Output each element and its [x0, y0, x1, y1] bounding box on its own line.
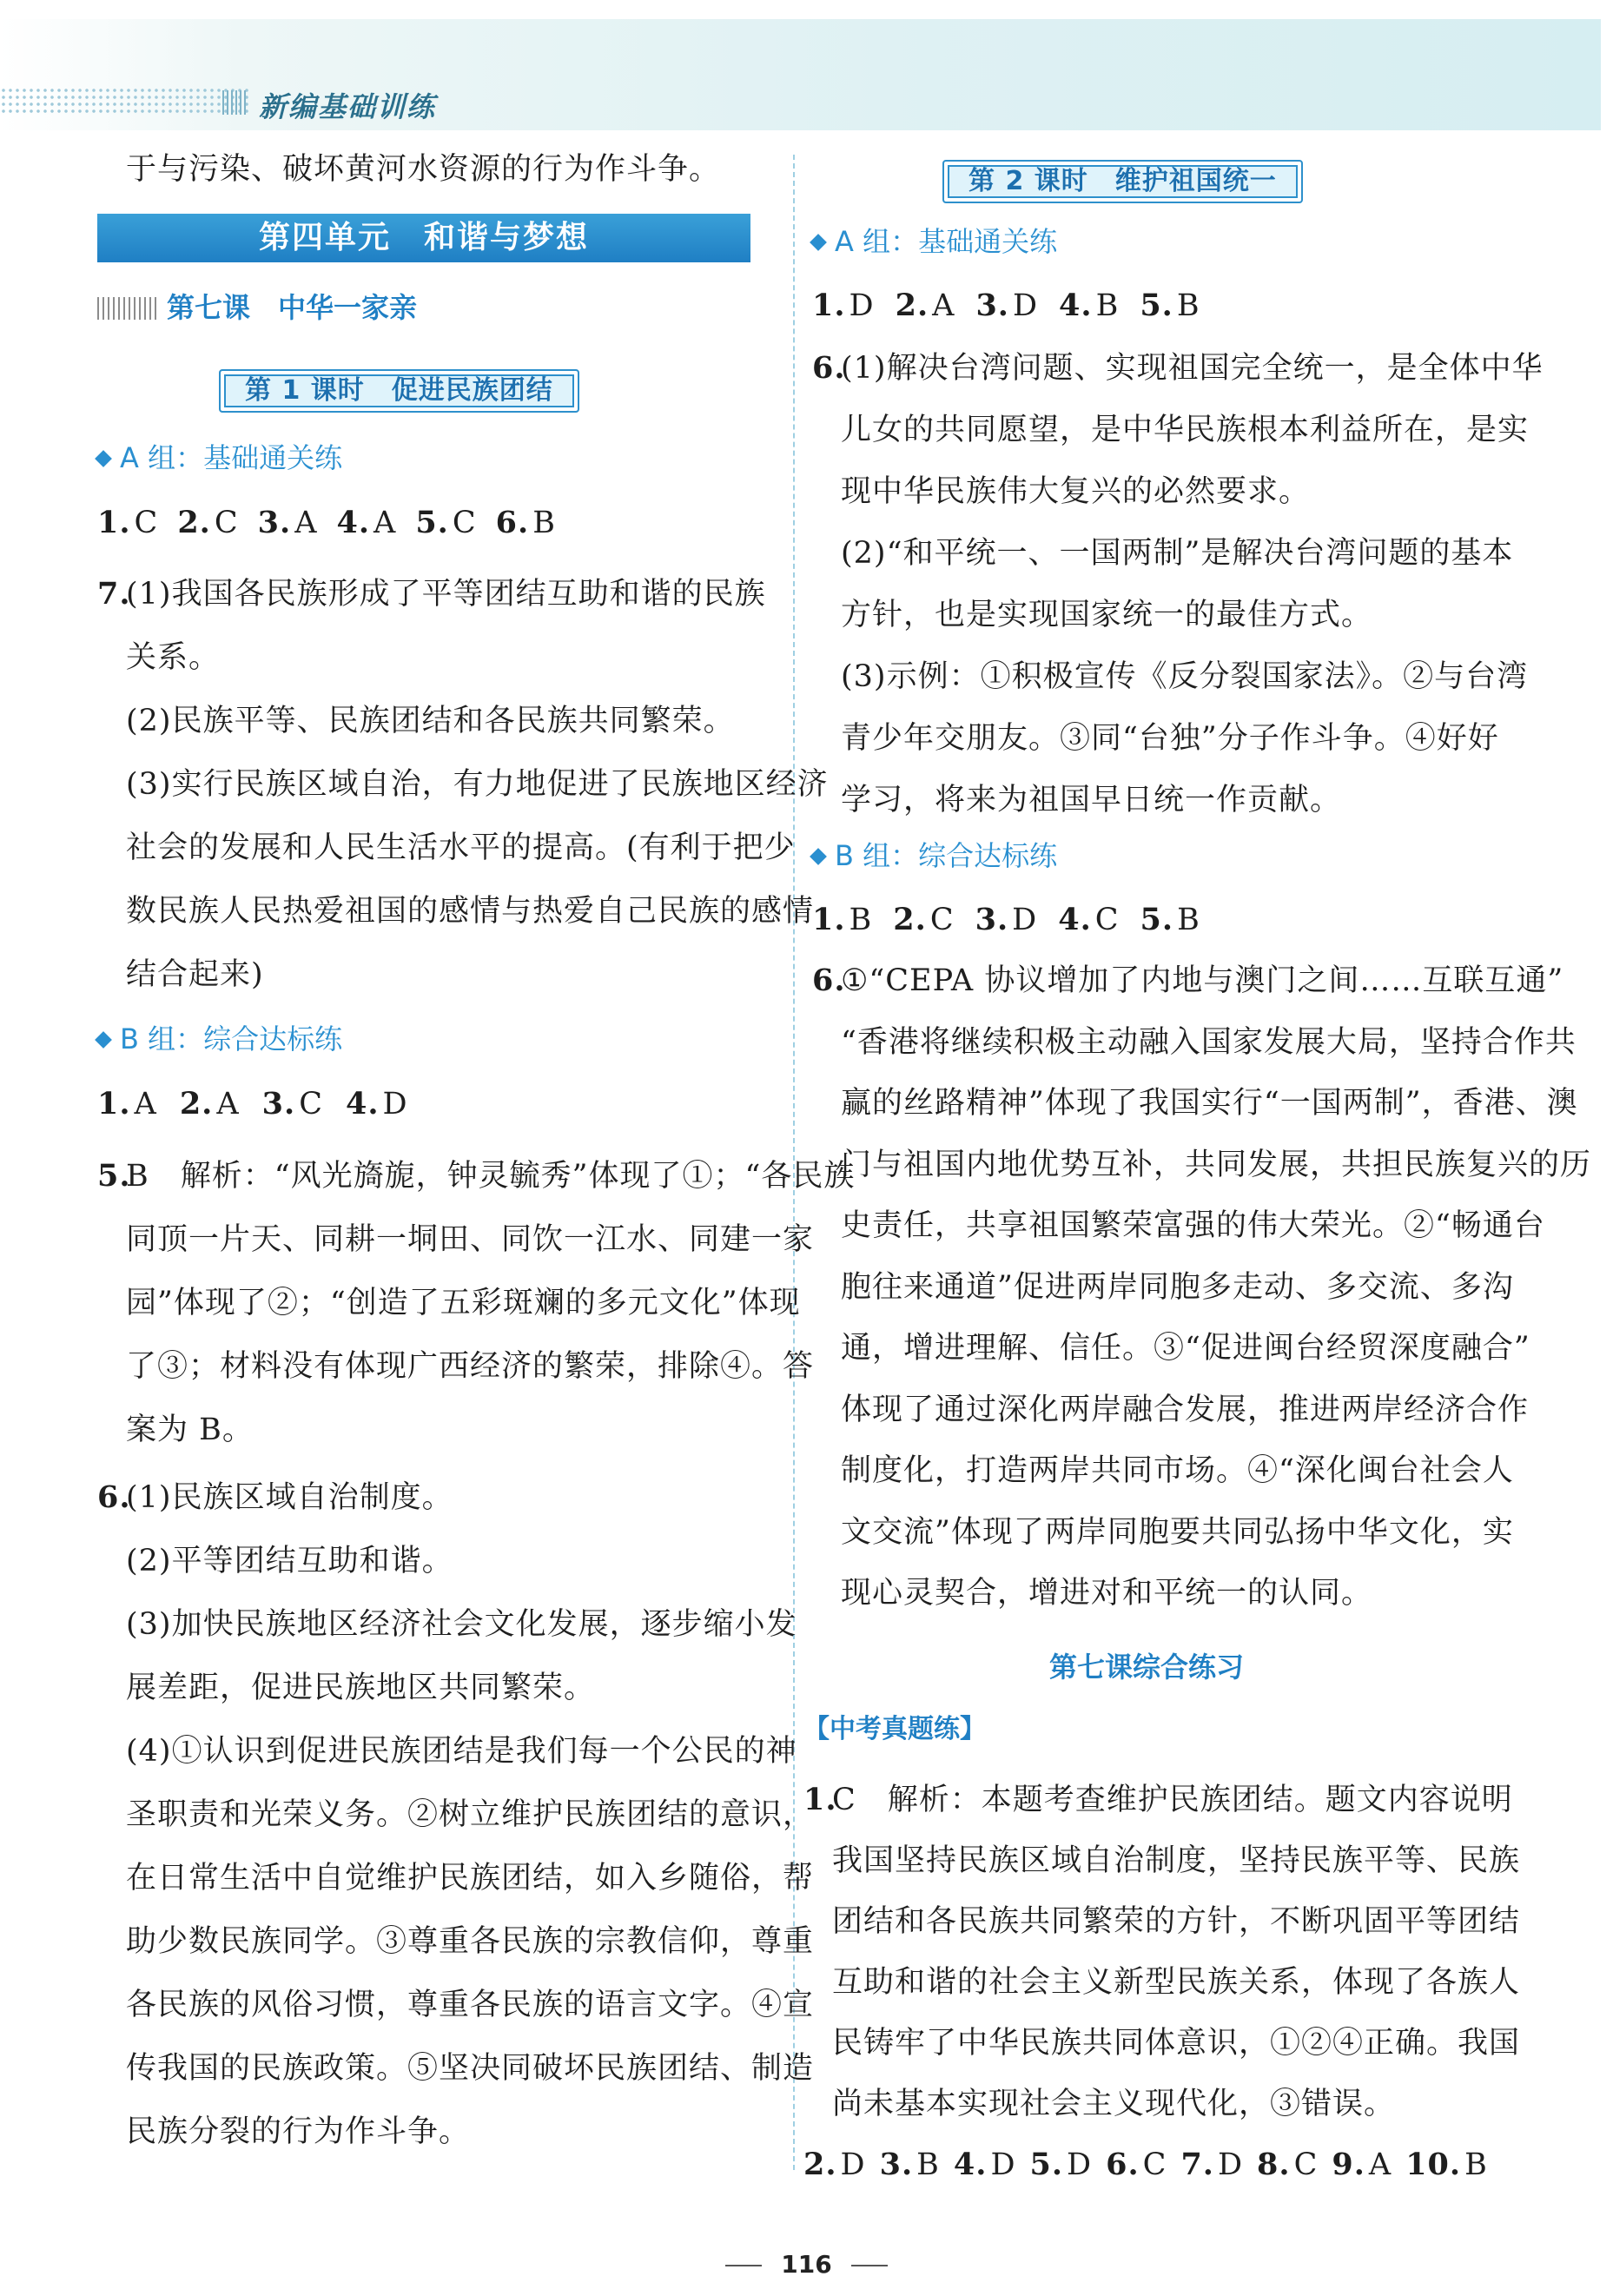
question-number: 5. [1140, 902, 1174, 937]
answer-text-line: 现中华民族伟大复兴的必然要求。 [841, 474, 1311, 509]
answer-text-line: 制度化，打造两岸共同市场。④“深化闽台社会人 [841, 1453, 1514, 1488]
answer-letter: C [1142, 2147, 1167, 2182]
answer-letter: D [840, 2147, 866, 2182]
group-b-heading [97, 1021, 342, 1057]
answer-letter: D [382, 1087, 408, 1122]
answer-text-line: 团结和各民族共同繁荣的方针，不断巩固平等团结 [832, 1904, 1521, 1939]
mc-answer [1030, 2147, 1093, 2182]
answer-letter: D [849, 288, 875, 323]
group-a-heading [97, 440, 342, 476]
answer-text-line: 现心灵契合，增进对和平统一的认同。 [841, 1576, 1373, 1611]
question-number: 2. [177, 505, 211, 540]
question-number: 1. [97, 505, 131, 540]
question-number: 6. [1106, 2147, 1140, 2182]
period-title-box: 第 1 课时 促进民族团结 [219, 369, 579, 413]
answer-letter: A [1368, 2147, 1392, 2182]
period-title-box: 第 2 课时 维护祖国统一 [942, 160, 1303, 203]
mc-answer [1332, 2147, 1392, 2182]
answer-text-line: 体现了通过深化两岸融合发展，推进两岸经济合作 [841, 1392, 1530, 1427]
answer-letter: D [990, 2147, 1016, 2182]
answer-text-line: 社会的发展和人民生活水平的提高。(有利于把少 [126, 830, 796, 865]
mc-answer [97, 506, 158, 540]
mc-answer [1106, 2147, 1167, 2182]
answer-letter: C [1293, 2147, 1319, 2182]
mc-answer [1180, 2147, 1243, 2182]
header-dot-pattern [0, 87, 252, 113]
answer-letter: C [1094, 903, 1120, 937]
mc-answer [1140, 903, 1200, 937]
question-number: 6. [97, 1479, 131, 1515]
lesson-bars-icon [97, 297, 156, 320]
question-number: 2. [893, 902, 927, 937]
answer-letter: B [1176, 288, 1200, 323]
answer-letter: C [299, 1087, 323, 1122]
question-number: 2. [803, 2147, 837, 2182]
answer-letter: C [452, 506, 477, 540]
mc-answer [97, 1087, 157, 1122]
mc-answer [1405, 2147, 1488, 2182]
question-number: 1. [812, 902, 846, 937]
diamond-bullet-icon [810, 848, 827, 865]
question-number: 6. [495, 505, 530, 540]
answer-text-line: 通，增进理解、信任。③“促进闽台经贸深度融合” [841, 1331, 1530, 1366]
answer-text-line: (2)平等团结互助和谐。 [126, 1544, 453, 1578]
diamond-bullet-icon [95, 450, 112, 467]
question-number: 2. [179, 1086, 214, 1122]
mc-answer [336, 506, 396, 540]
question-number: 7. [97, 576, 131, 612]
question-number: 4. [345, 1086, 380, 1122]
answer-text-line: (3)加快民族地区经济社会文化发展，逐步缩小发 [126, 1607, 797, 1642]
answer-text-line: 民铸牢了中华民族共同体意识，①②④正确。我国 [832, 2026, 1521, 2061]
answer-letter: B [849, 903, 873, 937]
answer-text-line: 赢的丝路精神”体现了我国实行“一国两制”，香港、澳 [841, 1086, 1578, 1121]
answer-text-line: 结合起来) [126, 957, 264, 992]
group-a-heading-text: A 组：基础通关练 [120, 441, 343, 474]
answer-letter: C [929, 903, 955, 937]
answer-text-line: 门与祖国内地优势互补，共同发展，共担民族复兴的历 [841, 1147, 1592, 1182]
footer-dash [725, 2265, 762, 2266]
answer-letter: B [532, 506, 556, 540]
answer-letter: A [216, 1087, 240, 1122]
question-number: 5. [97, 1158, 131, 1194]
mc-answer [975, 288, 1038, 323]
question-number: 8. [1257, 2147, 1291, 2182]
diamond-bullet-icon [95, 1031, 112, 1049]
answer-text-line: (2)“和平统一、一国两制”是解决台湾问题的基本 [841, 536, 1514, 571]
answer-text-line: (2)民族平等、民族团结和各民族共同繁荣。 [126, 704, 735, 738]
answer-text-line: C 解析：本题考查维护民族团结。题文内容说明 [832, 1783, 1513, 1817]
answer-letter: B [916, 2147, 940, 2182]
page-footer [0, 2250, 1613, 2279]
answer-text-line: 在日常生活中自觉维护民族团结，如入乡随俗，帮 [126, 1861, 815, 1896]
mc-answer [1059, 288, 1119, 323]
mc-answer [1058, 903, 1119, 937]
group-a-heading [812, 223, 1057, 260]
answer-text-line: 传我国的民族政策。⑤坚决同破坏民族团结、制造 [126, 2051, 815, 2086]
book-series-title: 新编基础训练 [259, 90, 437, 123]
answer-text-line: (1)解决台湾问题、实现祖国完全统一，是全体中华 [841, 351, 1544, 386]
question-number: 5. [415, 505, 449, 540]
mc-answer [262, 1087, 323, 1122]
answer-text-line: 互助和谐的社会主义新型民族关系，体现了各族人 [832, 1965, 1521, 2000]
answer-text-line: (1)民族区域自治制度。 [126, 1480, 453, 1515]
answer-text-line: 儿女的共同愿望，是中华民族根本利益所在，是实 [841, 413, 1530, 447]
mc-answer [1257, 2147, 1318, 2182]
answer-letter: B [1177, 903, 1200, 937]
answer-text-line: 了③；材料没有体现广西经济的繁荣，排除④。答 [126, 1349, 815, 1384]
question-number: 6. [812, 350, 846, 386]
answer-letter: A [932, 288, 955, 323]
answer-text-line: 青少年交朋友。③同“台独”分子作斗争。④好好 [841, 721, 1499, 756]
question-number: 7. [1180, 2147, 1214, 2182]
answer-letter: A [134, 1087, 157, 1122]
mc-answer [496, 506, 556, 540]
answer-text-line: 文交流”体现了两岸同胞要共同弘扬中华文化，实 [841, 1514, 1514, 1550]
answer-text-line: 胞往来通道”促进两岸同胞多走动、多交流、多沟 [841, 1269, 1514, 1305]
answer-text-line: 方针，也是实现国家统一的最佳方式。 [841, 598, 1373, 632]
continued-text-line: 于与污染、破坏黄河水资源的行为作斗争。 [126, 152, 721, 187]
footer-dash [851, 2265, 888, 2266]
answer-letter: B [1095, 288, 1120, 323]
question-number: 3. [879, 2147, 914, 2182]
question-number: 3. [257, 505, 292, 540]
answer-letter: D [1012, 903, 1038, 937]
header-bar-pattern [222, 90, 247, 115]
mc-answer [258, 506, 318, 540]
mc-answer [177, 506, 238, 540]
question-number: 2. [895, 288, 929, 323]
answer-text-line: 关系。 [126, 640, 221, 675]
answer-text-line: 尚未基本实现社会主义现代化，③错误。 [832, 2087, 1396, 2121]
mc-answer [180, 1087, 240, 1122]
answer-letter: D [1012, 288, 1039, 323]
answer-letter: B [1464, 2147, 1488, 2182]
answer-letter: D [1217, 2147, 1244, 2182]
diamond-bullet-icon [810, 234, 827, 251]
page-number: 116 [781, 2250, 832, 2279]
mc-answer [346, 1087, 408, 1122]
mc-answer-row [812, 288, 1221, 324]
lesson-title [97, 288, 417, 327]
question-number: 1. [97, 1086, 131, 1122]
answer-text-line: 数民族人民热爱祖国的感情与热爱自己民族的感情 [126, 894, 815, 929]
question-number: 5. [1029, 2147, 1064, 2182]
question-number: 3. [975, 902, 1009, 937]
mc-answer-row [803, 2147, 1502, 2183]
answer-letter: C [214, 506, 239, 540]
mc-answer-row [812, 902, 1221, 938]
answer-letter: A [374, 506, 397, 540]
answer-text-line: (3)实行民族区域自治，有力地促进了民族地区经济 [126, 767, 829, 802]
question-number: 1. [803, 1782, 837, 1817]
lesson-title-text: 第七课 中华一家亲 [167, 291, 418, 324]
answer-letter: C [134, 506, 159, 540]
question-number: 6. [812, 963, 846, 998]
answer-text-line: 民族分裂的行为作斗争。 [126, 2114, 471, 2149]
question-number: 10. [1405, 2147, 1462, 2182]
question-number: 5. [1140, 288, 1173, 323]
question-number: 3. [975, 288, 1009, 323]
answer-text-line: “香港将继续积极主动融入国家发展大局，坚持合作共 [841, 1024, 1577, 1060]
mc-answer-row [97, 1086, 431, 1122]
question-number: 3. [261, 1086, 296, 1122]
answer-text-line: 史责任，共享祖国繁荣富强的伟大荣光。②“畅通台 [841, 1208, 1545, 1243]
answer-text-line: 圣职责和光荣义务。②树立维护民族团结的意识， [126, 1797, 815, 1832]
answer-text-line: 我国坚持民族区域自治制度，坚持民族平等、民族 [832, 1843, 1521, 1878]
mc-answer [812, 903, 872, 937]
mc-answer-row [97, 505, 575, 541]
review-section-title: 第七课综合练习 [1048, 1651, 1244, 1684]
answer-text-line: 园”体现了②；“创造了五彩斑斓的多元文化”体现 [126, 1286, 801, 1320]
mc-answer [880, 2147, 940, 2182]
question-number: 9. [1332, 2147, 1365, 2182]
mc-answer [893, 903, 954, 937]
question-number: 4. [1058, 902, 1092, 937]
answer-text-line: (1)我国各民族形成了平等团结互助和谐的民族 [126, 577, 766, 612]
exam-practice-heading: 【中考真题练】 [803, 1714, 986, 1744]
answer-text-line: ①“CEPA 协议增加了内地与澳门之间……互联互通” [841, 963, 1564, 998]
group-b-heading-text: B 组：综合达标练 [120, 1022, 343, 1055]
question-number: 4. [953, 2147, 988, 2182]
mc-answer [1140, 288, 1200, 323]
answer-text-line: B 解析：“风光旖旎，钟灵毓秀”体现了①；“各民族 [126, 1159, 856, 1194]
mc-answer [803, 2147, 866, 2182]
answer-text-line: 同顶一片天、同耕一垌田、同饮一江水、同建一家 [126, 1222, 815, 1257]
question-number: 4. [1059, 288, 1093, 323]
answer-text-line: 展差距，促进民族地区共同繁荣。 [126, 1671, 596, 1705]
group-b-heading-text: B 组：综合达标练 [835, 839, 1058, 872]
mc-answer [415, 506, 476, 540]
answer-text-line: 学习，将来为祖国早日统一作贡献。 [841, 783, 1342, 817]
mc-answer [896, 288, 955, 323]
answer-text-line: 助少数民族同学。③尊重各民族的宗教信仰，尊重 [126, 1924, 815, 1959]
mc-answer [812, 288, 875, 323]
answer-text-line: (4)①认识到促进民族团结是我们每一个公民的神 [126, 1734, 797, 1769]
mc-answer [954, 2147, 1016, 2182]
answer-text-line: 案为 B。 [126, 1413, 254, 1447]
question-number: 4. [336, 505, 371, 540]
unit-title-bar: 第四单元 和谐与梦想 [97, 214, 750, 262]
group-b-heading [812, 837, 1057, 874]
group-a-heading-text: A 组：基础通关练 [835, 225, 1058, 258]
question-number: 1. [812, 288, 846, 323]
answer-text-line: (3)示例：①积极宣传《反分裂国家法》。②与台湾 [841, 659, 1529, 694]
answer-letter: A [294, 506, 318, 540]
mc-answer [975, 903, 1038, 937]
answer-letter: D [1067, 2147, 1093, 2182]
answer-text-line: 各民族的风俗习惯，尊重各民族的语言文字。④宣 [126, 1988, 815, 2022]
